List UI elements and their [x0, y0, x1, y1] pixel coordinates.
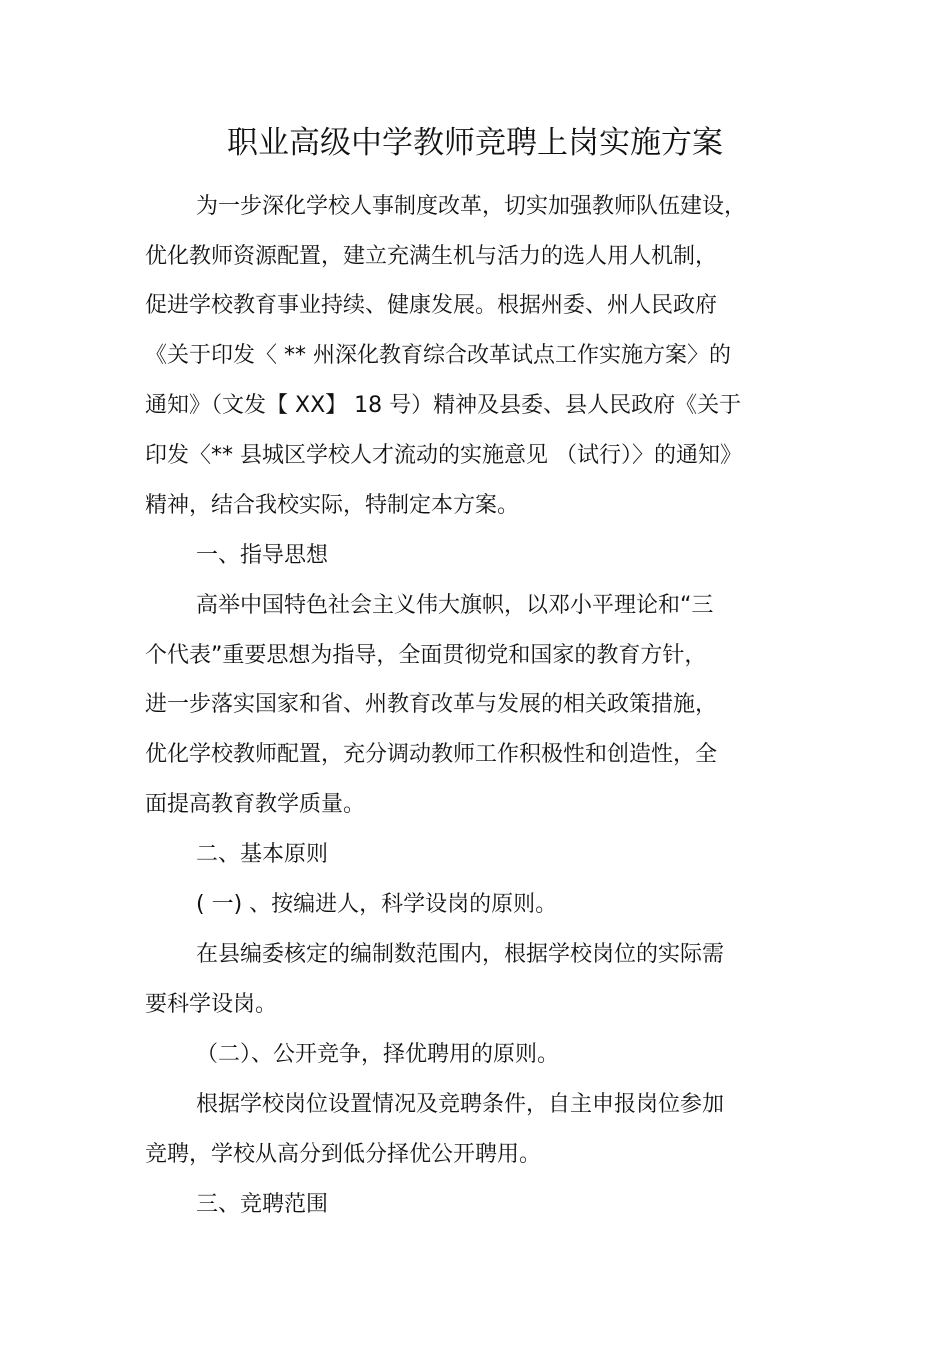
subsection-heading: ( 一) 、按编进人，科学设岗的原则。 [196, 892, 558, 917]
paragraph-line: 优化教师资源配置，建立充满生机与活力的选人用人机制， [145, 244, 718, 269]
section-heading: 一、指导思想 [196, 543, 329, 568]
paragraph-line: 面提高教育教学质量。 [145, 792, 366, 817]
section-heading: 三、竞聘范围 [196, 1192, 329, 1217]
paragraph-line: 通知》（文发【 XX】 18 号）精神及县委、县人民政府《关于 [145, 393, 742, 418]
paragraph-line: 印发〈** 县城区学校人才流动的实施意见 （试行）〉的通知》 [145, 443, 742, 468]
paragraph-line: 个代表”重要思想为指导，全面贯彻党和国家的教育方针， [145, 643, 707, 668]
paragraph-line: 促进学校教育事业持续、健康发展。根据州委、州人民政府 [145, 293, 718, 318]
paragraph-line: 在县编委核定的编制数范围内，根据学校岗位的实际需 [196, 942, 725, 967]
document-title: 职业高级中学教师竞聘上岗实施方案 [227, 125, 723, 161]
paragraph-line: 为一步深化学校人事制度改革，切实加强教师队伍建设， [196, 194, 747, 219]
paragraph-line: 优化学校教师配置，充分调动教师工作积极性和创造性，全 [145, 742, 718, 767]
paragraph-line: 根据学校岗位设置情况及竞聘条件，自主申报岗位参加 [196, 1092, 725, 1117]
paragraph-line: 精神，结合我校实际，特制定本方案。 [145, 493, 520, 518]
paragraph-line: 高举中国特色社会主义伟大旗帜，以邓小平理论和“三 [196, 593, 714, 618]
paragraph-line: 进一步落实国家和省、州教育改革与发展的相关政策措施， [145, 692, 718, 717]
section-heading: 二、基本原则 [196, 842, 329, 867]
paragraph-line: 《关于印发〈 ** 州深化教育综合改革试点工作实施方案〉的 [145, 343, 731, 368]
paragraph-line: 竞聘，学校从高分到低分择优公开聘用。 [145, 1142, 542, 1167]
paragraph-line: 要科学设岗。 [145, 992, 278, 1017]
subsection-heading: （二）、公开竞争，择优聘用的原则。 [196, 1042, 560, 1067]
